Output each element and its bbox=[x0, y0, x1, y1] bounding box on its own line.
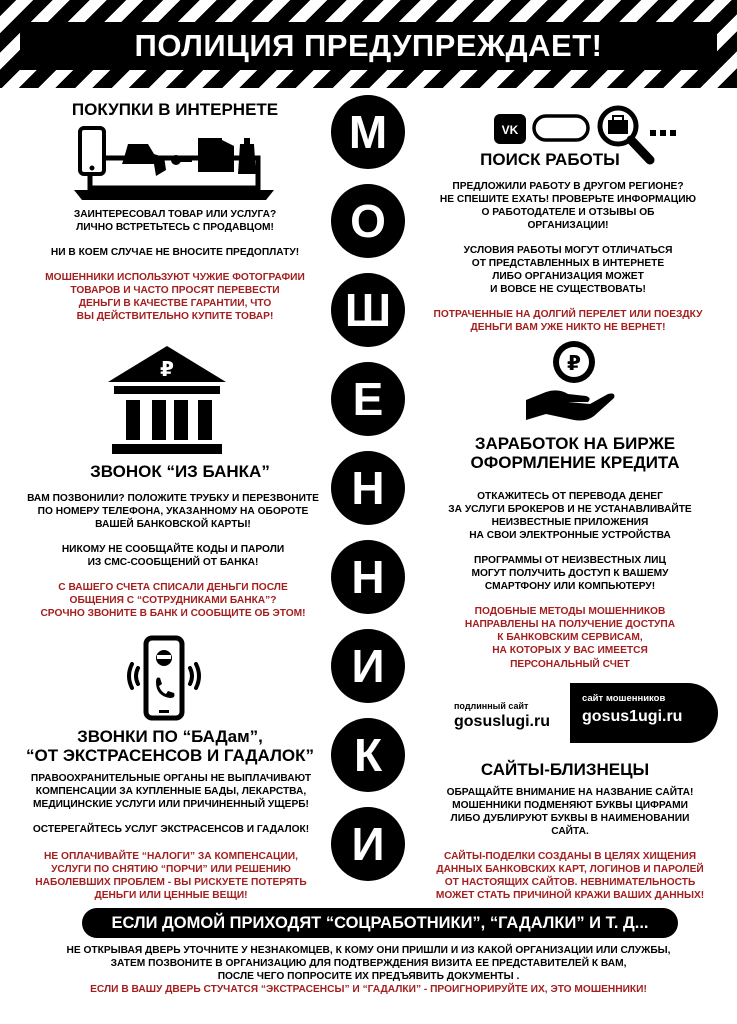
sites-text: ОБРАЩАЙТЕ ВНИМАНИЕ НА НАЗВАНИЕ САЙТА! МОШЕННИКИ ПОДМЕНЯЮТ БУКВЫ ЦИФРАМИ ЛИБО ДУБЛИРУЮТ БУКВЫ В НАИМЕНОВАНИИ САЙТА. САЙТЫ-ПОДЕЛКИ СОЗДАНЫ В ЦЕЛЯХ ХИЩЕНИЯ ДАННЫХ БАНКОВСКИХ КАРТ, ЛОГИНОВ И ПАРОЛЕЙ ОТ НАСТОЯЩИХ САЙТОВ. НЕВНИМАТЕЛЬНОСТЬ МОЖЕТ СТАТЬ ПРИЧИНОЙ КРАЖИ ВАШИХ ДАННЫХ! bbox=[435, 787, 705, 902]
svg-text:VK: VK bbox=[501, 123, 519, 137]
letter-circle: Е bbox=[331, 362, 405, 436]
letter-circle: Н bbox=[331, 451, 405, 525]
real-site-name: gosuslugi.ru bbox=[454, 713, 550, 730]
page-title: ПОЛИЦИЯ ПРЕДУПРЕЖДАЕТ! bbox=[20, 22, 717, 70]
letter-circle: Ш bbox=[331, 273, 405, 347]
job-text: ПРЕДЛОЖИЛИ РАБОТУ В ДРУГОМ РЕГИОНЕ? НЕ СПЕШИТЕ ЕХАТЬ! ПРОВЕРЬТЕ ИНФОРМАЦИЮ О РАБОТОДАТЕЛЕ И ОТЗЫВЫ ОБ ОРГАНИЗАЦИИ! УСЛОВИЯ РАБОТЫ МОГУТ ОТЛИЧАТЬСЯ ОТ ПРЕДСТАВЛЕННЫХ В ИНТЕРНЕТЕ ЛИБО ОРГАНИЗАЦИЯ МОЖЕТ И ВОВСЕ НЕ СУЩЕСТВОВАТЬ! ПОТРАЧЕННЫЕ НА ДОЛГИЙ ПЕРЕЛЕТ ИЛИ ПОЕЗДКУ ДЕНЬГИ ВАМ УЖЕ НИКТО НЕ ВЕРНЕТ! bbox=[433, 181, 703, 334]
phone-scammer-icon bbox=[126, 636, 202, 722]
footer-banner: ЕСЛИ ДОМОЙ ПРИХОДЯТ “СОЦРАБОТНИКИ”, “ГАДАЛКИ” И Т. Д... bbox=[82, 908, 678, 938]
shopping-text: ЗАИНТЕРЕСОВАЛ ТОВАР ИЛИ УСЛУГА? ЛИЧНО ВСТРЕТЬТЕСЬ С ПРОДАВЦОМ! НИ В КОЕМ СЛУЧАЕ НЕ ВНОСИТЕ ПРЕДОПЛАТУ! МОШЕННИКИ ИСПОЛЬЗУЮТ ЧУЖИЕ ФОТОГРАФИИ ТОВАРОВ И ЧАСТО ПРОСЯТ ПЕРЕВЕСТИ ДЕНЬГИ В КАЧЕСТВЕ ГАРАНТИИ, ЧТО ВЫ ДЕЙСТВИТЕЛЬНО КУПИТЕ ТОВАР! bbox=[45, 209, 305, 323]
fake-site-caption: сайт мошенников bbox=[582, 693, 666, 704]
letter-circle: М bbox=[331, 95, 405, 169]
ruble-coin-hand-icon bbox=[524, 340, 616, 424]
job-title: ПОИСК РАБОТЫ bbox=[480, 150, 620, 169]
footer-text: НЕ ОТКРЫВАЯ ДВЕРЬ УТОЧНИТЕ У НЕЗНАКОМЦЕВ, К КОМУ ОНИ ПРИШЛИ И ИЗ КАКОЙ ОРГАНИЗАЦИИ ИЛИ СЛУЖБЫ, ЗАТЕМ ПОЗВОНИТЕ В ОРГАНИЗАЦИЮ ДЛЯ ПОДТВЕРЖДЕНИЯ ВИЗИТА ЕЕ ПРЕДСТАВИТЕЛЕЙ К ВАМ, ПОСЛЕ ЧЕГО ПОПРОСИТЕ ИХ ПРЕДЪЯВИТЬ ДОКУМЕНТЫ . ЕСЛИ В ВАШУ ДВЕРЬ СТУЧАТСЯ “ЭКСТРАСЕНСЫ” И “ГАДАЛКИ” - ПРОИГНОРИРУЙТЕ ИХ, ЭТО МОШЕННИКИ! bbox=[66, 945, 671, 996]
laptop-with-goods-icon bbox=[74, 120, 274, 202]
letter-circle: К bbox=[331, 718, 405, 792]
letter-circle: И bbox=[331, 629, 405, 703]
letter-circle: О bbox=[331, 184, 405, 258]
exchange-text: ОТКАЖИТЕСЬ ОТ ПЕРЕВОДА ДЕНЕГ ЗА УСЛУГИ БРОКЕРОВ И НЕ УСТАНАВЛИВАЙТЕ НЕИЗВЕСТНЫЕ ПРИЛОЖЕНИЯ НА СВОИ ЭЛЕКТРОННЫЕ УСТРОЙСТВА ПРОГРАММЫ ОТ НЕИЗВЕСТНЫХ ЛИЦ МОГУТ ПОЛУЧИТЬ ДОСТУП К ВАШЕМУ СМАРТФОНУ ИЛИ КОМПЬЮТЕРУ! ПОДОБНЫЕ МЕТОДЫ МОШЕННИКОВ НАПРАВЛЕНЫ НА ПОЛУЧЕНИЕ ДОСТУПА К БАНКОВСКИМ СЕРВИСАМ, НА КОТОРЫХ У ВАС ИМЕЕТСЯ ПЕРСОНАЛЬНЫЙ СЧЕТ bbox=[448, 491, 692, 670]
shopping-title: ПОКУПКИ В ИНТЕРНЕТЕ bbox=[71, 100, 279, 119]
fake-site-box bbox=[570, 683, 718, 743]
calls-text: ПРАВООХРАНИТЕЛЬНЫЕ ОРГАНЫ НЕ ВЫПЛАЧИВАЮТ КОМПЕНСАЦИИ ЗА КУПЛЕННЫЕ БАДЫ, ЛЕКАРСТВА, МЕДИЦИНСКИЕ УСЛУГИ ИЛИ ПРИЧИНЕННЫЙ УЩЕРБ! ОСТЕРЕГАЙТЕСЬ УСЛУГ ЭКСТРАСЕНСОВ И ГАДАЛОК! НЕ ОПЛАЧИВАЙТЕ “НАЛОГИ” ЗА КОМПЕНСАЦИИ, УСЛУГИ ПО СНЯТИЮ “ПОРЧИ” ИЛИ РЕШЕНИЮ НАБОЛЕВШИХ ПРОБЛЕМ - ВЫ РИСКУЕТЕ ПОТЕРЯТЬ ДЕНЬГИ ИЛИ ЦЕННЫЕ ВЕЩИ! bbox=[30, 773, 312, 902]
letter-circle: Н bbox=[331, 540, 405, 614]
sites-title: САЙТЫ-БЛИЗНЕЦЫ bbox=[480, 760, 650, 779]
real-site-caption: подлинный сайт bbox=[454, 701, 529, 711]
svg-text:₽: ₽ bbox=[567, 351, 581, 375]
bank-title: ЗВОНОК “ИЗ БАНКА” bbox=[90, 462, 270, 481]
svg-text:₽: ₽ bbox=[160, 357, 174, 381]
exchange-title: ЗАРАБОТОК НА БИРЖЕ ОФОРМЛЕНИЕ КРЕДИТА bbox=[470, 434, 680, 473]
fake-site-name: gosus1ugi.ru bbox=[582, 708, 683, 725]
letter-circle: И bbox=[331, 807, 405, 881]
sites-comparison bbox=[440, 683, 720, 743]
bank-text: ВАМ ПОЗВОНИЛИ? ПОЛОЖИТЕ ТРУБКУ И ПЕРЕЗВОНИТЕ ПО НОМЕРУ ТЕЛЕФОНА, УКАЗАННОМУ НА ОБОРОТЕ ВАШЕЙ БАНКОВСКОЙ КАРТЫ! НИКОМУ НЕ СООБЩАЙТЕ КОДЫ И ПАРОЛИ ИЗ СМС-СООБЩЕНИЙ ОТ БАНКА! С ВАШЕГО СЧЕТА СПИСАЛИ ДЕНЬГИ ПОСЛЕ ОБЩЕНИЯ С “СОТРУДНИКАМИ БАНКА”? СРОЧНО ЗВОНИТЕ В БАНК И СООБЩИТЕ ОБ ЭТОМ! bbox=[27, 493, 319, 620]
calls-title: ЗВОНКИ ПО “БАДам”, “ОТ ЭКСТРАСЕНСОВ И ГАДАЛОК” bbox=[25, 727, 315, 766]
bank-building-ruble-icon bbox=[108, 346, 226, 458]
